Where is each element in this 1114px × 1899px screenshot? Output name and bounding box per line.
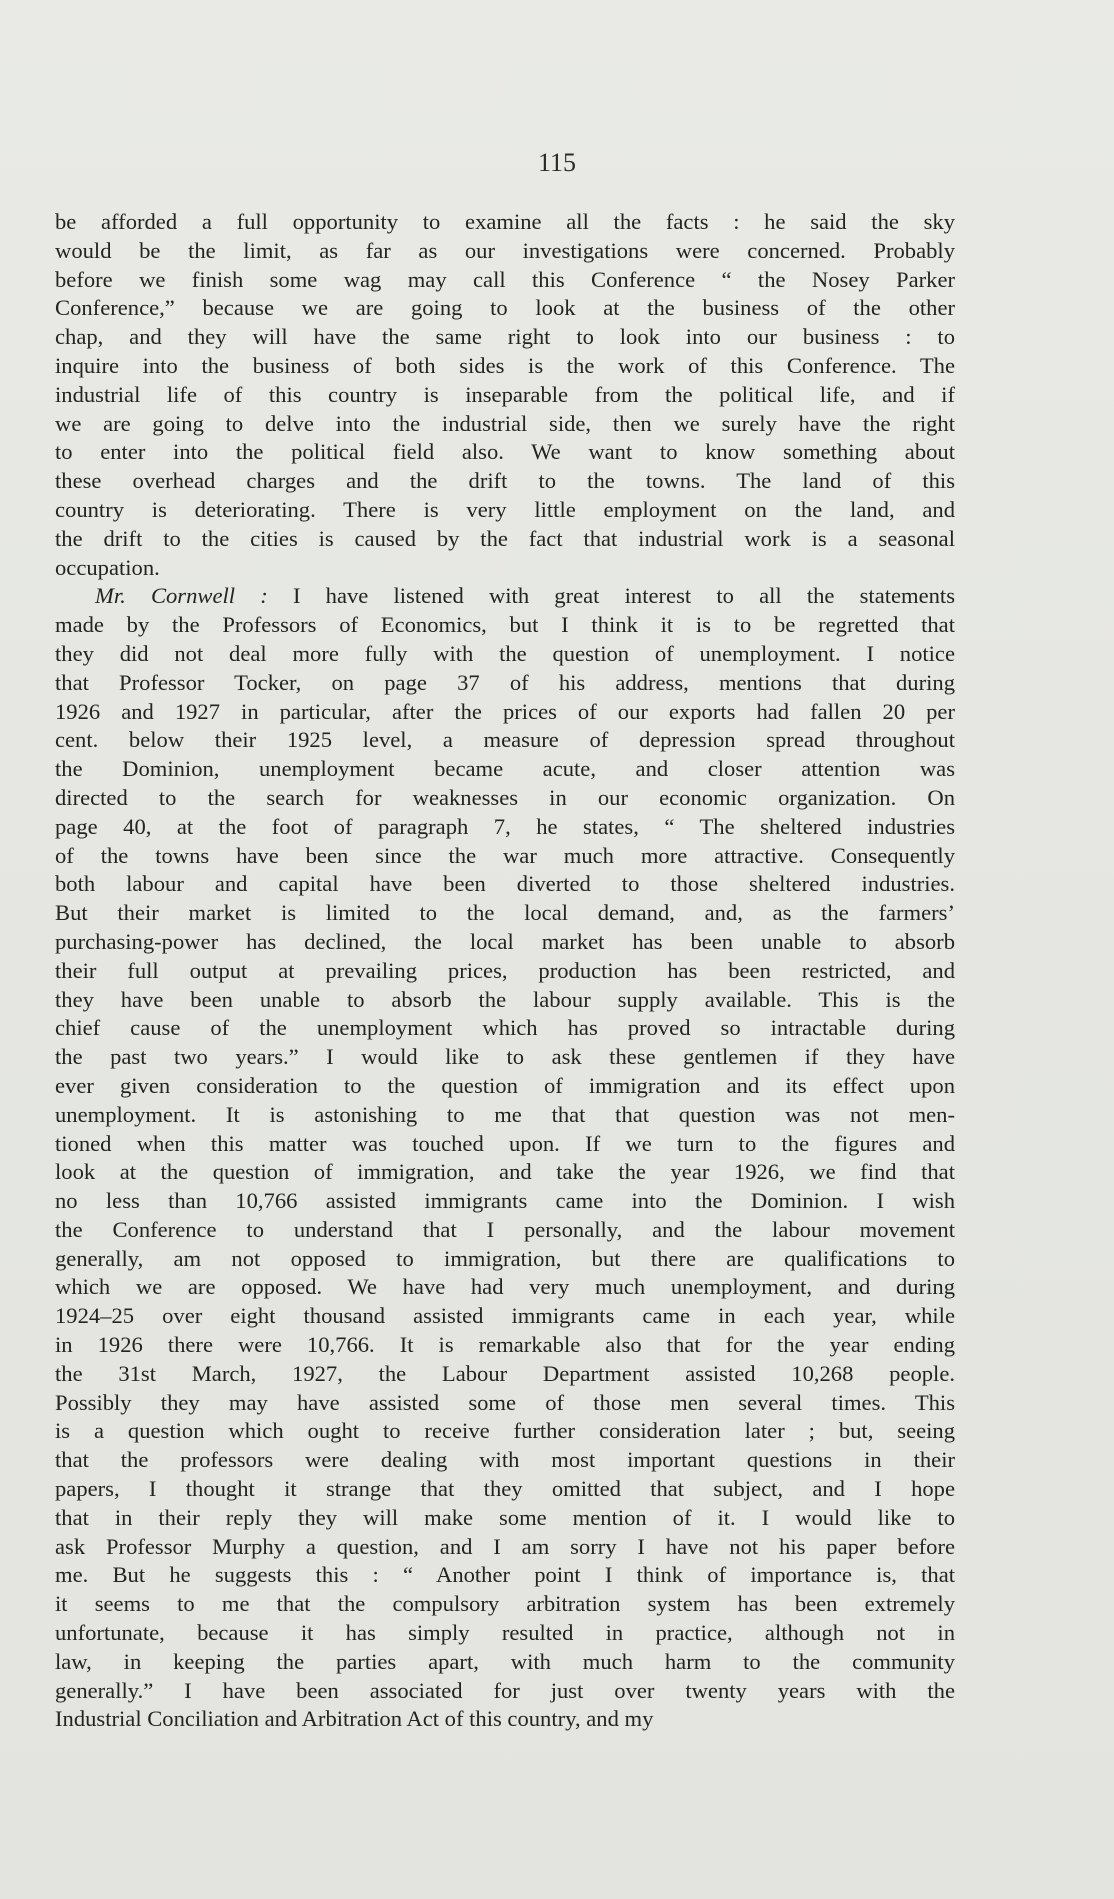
text-line: papers, I thought it strange that they omitted that subject, and I hope (55, 1476, 955, 1502)
text-line: no less than 10,766 assisted immigrants came into the Dominion. I wish (55, 1188, 955, 1214)
text-line: it seems to me that the compulsory arbitration system has been extremely (55, 1591, 955, 1617)
text-line: that the professors were dealing with most important questions in their (55, 1447, 955, 1473)
paragraph (55, 208, 955, 582)
text-line: that Professor Tocker, on page 37 of his address, mentions that during (55, 669, 955, 695)
text-line: purchasing-power has declined, the local market has been unable to absorb (55, 928, 955, 954)
text-line: they did not deal more fully with the question of unemployment. I notice (55, 640, 955, 666)
text-line: directed to the search for weaknesses in our economic organization. On (55, 784, 955, 810)
text-line: these overhead charges and the drift to the towns. The land of this (55, 468, 955, 494)
text-line: Possibly they may have assisted some of those men several times. This (55, 1389, 955, 1415)
text-line: law, in keeping the parties apart, with much harm to the community (55, 1648, 955, 1674)
text-line: unemployment. It is astonishing to me that that question was not men- (55, 1101, 955, 1127)
text-line: country is deteriorating. There is very little employment on the land, and (55, 496, 955, 522)
paragraph (55, 582, 955, 1734)
text-line: cent. below their 1925 level, a measure of depression spread throughout (55, 727, 955, 753)
text-line: made by the Professors of Economics, but I think it is to be regretted that (55, 612, 955, 638)
text-line: of the towns have been since the war much more attractive. Consequently (55, 842, 955, 868)
body-text (55, 208, 955, 1734)
text-line: both labour and capital have been diverted to those sheltered industries. (55, 871, 955, 897)
text-line: inquire into the business of both sides is the work of this Conference. The (55, 352, 955, 378)
text-line: which we are opposed. We have had very much unemployment, and during (55, 1274, 955, 1300)
text-line: the past two years.” I would like to ask these gentlemen if they have (55, 1044, 955, 1070)
text-line: But their market is limited to the local demand, and, as the farmers’ (55, 900, 955, 926)
text-line: be afforded a full opportunity to examine all the facts : he said the sky (55, 209, 955, 234)
text-line: chap, and they will have the same right to look into our business : to (55, 324, 955, 350)
text-line: they have been unable to absorb the labour supply available. This is the (55, 986, 955, 1012)
text-line: occupation. (55, 554, 160, 580)
text-line: page 40, at the foot of paragraph 7, he states, “ The sheltered industries (55, 813, 955, 839)
text-line: the 31st March, 1927, the Labour Department assisted 10,268 people. (55, 1360, 955, 1386)
text-line (55, 582, 955, 611)
line-text: I have listened with great interest to all the statements (267, 583, 955, 609)
text-line: Conference,” because we are going to look at the business of the other (55, 295, 955, 321)
text-line: look at the question of immigration, and take the year 1926, we find that (55, 1159, 955, 1185)
text-line: unfortunate, because it has simply resulted in practice, although not in (55, 1620, 955, 1646)
text-line: tioned when this matter was touched upon. If we turn to the figures and (55, 1130, 955, 1156)
text-line: in 1926 there were 10,766. It is remarkable also that for the year ending (55, 1332, 955, 1358)
text-line: their full output at prevailing prices, production has been restricted, and (55, 957, 955, 983)
text-line: the Dominion, unemployment became acute, and closer attention was (55, 756, 955, 782)
text-line: ask Professor Murphy a question, and I am sorry I have not his paper before (55, 1533, 955, 1559)
text-line: generally, am not opposed to immigration, but there are qualifications to (55, 1245, 955, 1271)
text-line: ever given consideration to the question of immigration and its effect upon (55, 1072, 955, 1098)
text-line: generally.” I have been associated for just over twenty years with the (55, 1677, 955, 1703)
text-line: chief cause of the unemployment which has proved so intractable during (55, 1015, 955, 1041)
text-line: the drift to the cities is caused by the fact that industrial work is a seasonal (55, 525, 955, 551)
page-number: 115 (537, 148, 577, 177)
text-line: me. But he suggests this : “ Another point I think of importance is, that (55, 1562, 955, 1588)
text-line: 1924–25 over eight thousand assisted immigrants came in each year, while (55, 1303, 955, 1329)
text-line: to enter into the political field also. We want to know something about (55, 439, 955, 465)
text-line: before we finish some wag may call this Conference “ the Nosey Parker (55, 266, 955, 292)
text-line: that in their reply they will make some mention of it. I would like to (55, 1504, 955, 1530)
text-line: Industrial Conciliation and Arbitration Act of this country, and my (55, 1706, 654, 1732)
text-line: we are going to delve into the industrial side, then we surely have the right (55, 410, 955, 436)
text-line: industrial life of this country is inseparable from the political life, and if (55, 381, 955, 407)
text-line: the Conference to understand that I personally, and the labour movement (55, 1216, 955, 1242)
text-line: is a question which ought to receive further consideration later ; but, seeing (55, 1418, 955, 1444)
speaker-name: Mr. Cornwell : (95, 583, 268, 609)
text-line: 1926 and 1927 in particular, after the prices of our exports had fallen 20 per (55, 698, 955, 724)
text-line: would be the limit, as far as our investigations were concerned. Probably (55, 237, 955, 263)
